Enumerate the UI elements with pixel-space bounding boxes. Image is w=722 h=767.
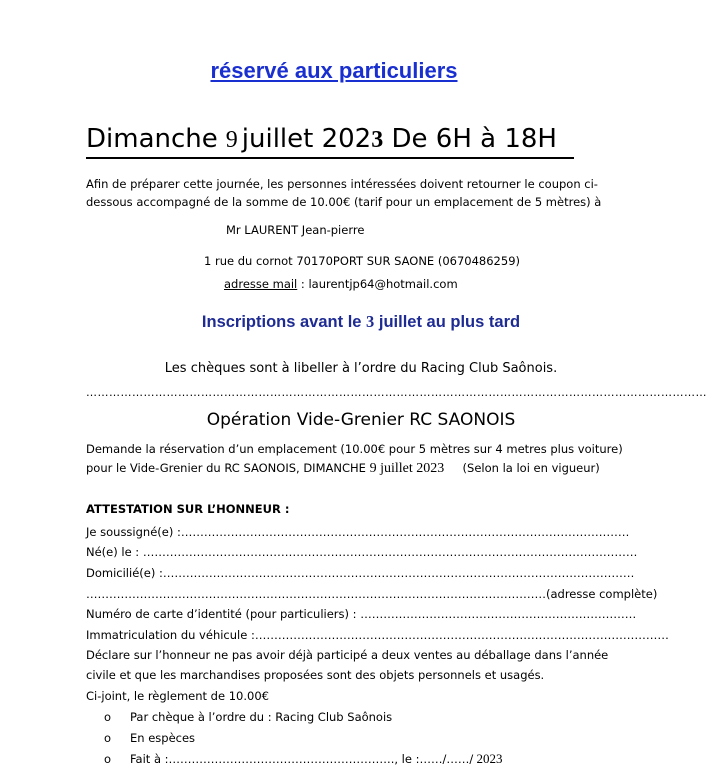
cut-separator: ……………………………………………………………………………………………………………………………………………… (86, 386, 707, 399)
option-year: 2023 (473, 751, 503, 766)
contact-address: 1 rue du cornot 70170PORT SUR SAONE (0670486259) (204, 254, 520, 268)
reservation-request (86, 440, 623, 478)
birthdate-field[interactable]: Né(e) le : ………………………………………………………………………………………………………………… (86, 545, 638, 559)
domicile-field[interactable]: Domicilié(e) :…………………………………………………………………………………………………………… (86, 566, 635, 580)
date-underline (86, 157, 574, 159)
date-prefix: Dimanche (86, 124, 218, 154)
intro-line-2: dessous accompagné de la somme de 10.00€ (tarif pour un emplacement de 5 mètres) à (86, 195, 602, 209)
payment-note: Ci-joint, le règlement de 10.00€ (86, 689, 269, 703)
attestation-title: ATTESTATION SUR L’HONNEUR : (86, 502, 290, 516)
request-law-note: (Selon la loi en vigueur) (462, 461, 600, 475)
option-bullet-icon: o (104, 752, 112, 766)
vehicle-registration-field[interactable]: Immatriculation du véhicule :……………………………………………………………………………………………… (86, 628, 669, 642)
registration-deadline (0, 312, 722, 332)
option-label: Par chèque à l’ordre du : Racing Club Saônois (130, 710, 393, 724)
option-cash[interactable] (104, 731, 195, 745)
option-bullet-icon: o (104, 731, 112, 745)
request-date: 9 juillet 2023 (369, 461, 445, 476)
intro-line-1: Afin de préparer cette journée, les personnes intéressées doivent retourner le coupon ci- (86, 177, 598, 191)
soussigne-field[interactable]: Je soussigné(e) :……………………………………………………………………………………………………… (86, 525, 630, 539)
deadline-before: Inscriptions avant le (201, 313, 367, 331)
option-label: En espèces (130, 731, 196, 745)
id-card-field[interactable]: Numéro de carte d’identité (pour particuliers) : ……………………………………………………………… (86, 607, 637, 621)
operation-title: Opération Vide-Grenier RC SAONOIS (206, 410, 516, 430)
option-cheque[interactable] (104, 710, 392, 724)
contact-mail-line (224, 277, 458, 291)
mail-label: adresse mail (224, 277, 298, 291)
cheques-note: Les chèques sont à libeller à l’ordre du Racing Club Saônois. (164, 361, 558, 376)
request-line-2-text: pour le Vide-Grenier du RC SAONOIS, DIMANCHE (86, 461, 370, 475)
banner-title: réservé aux particuliers (210, 58, 458, 83)
date-year-end: 3 (371, 127, 384, 153)
declaration-line-1: Déclare sur l’honneur ne pas avoir déjà participé a deux ventes au déballage dans l’année (86, 648, 609, 662)
intro-text (86, 175, 601, 211)
deadline-after: juillet au plus tard (374, 313, 521, 331)
date-day: 9 (225, 127, 238, 153)
full-address-field[interactable]: …………………………………………………………………………………………………………(adresse complète) (86, 587, 658, 601)
option-bullet-icon: o (104, 710, 112, 724)
request-line-1: Demande la réservation d’un emplacement (10.00€ pour 5 mètres sur 4 metres plus voiture) (86, 442, 623, 456)
option-label: Fait à :………………………………………………….., le :……/……/ (130, 752, 474, 766)
mail-separator: : (297, 277, 309, 291)
option-place-date[interactable] (104, 751, 502, 767)
declaration-line-2: civile et que les marchandises proposées sont des objets personnels et usagés. (86, 668, 545, 682)
contact-name: Mr LAURENT Jean-pierre (226, 223, 365, 237)
mail-address[interactable]: laurentjp64@hotmail.com (308, 277, 458, 291)
date-hours: De 6H à 18H (391, 124, 557, 154)
request-line-2 (86, 459, 623, 478)
event-date-line (86, 124, 557, 154)
deadline-day: 3 (366, 312, 375, 331)
date-month: juillet 202 (241, 124, 372, 154)
